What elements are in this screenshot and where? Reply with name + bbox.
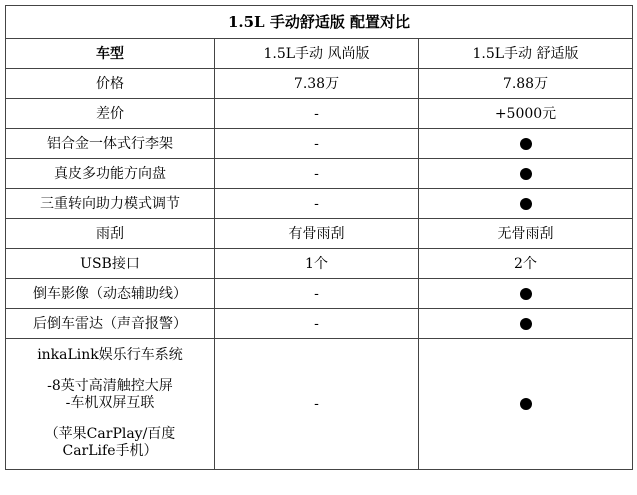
feature-line: inkaLink娱乐行车系统 xyxy=(37,347,183,363)
value-fashion: - xyxy=(215,279,419,309)
value-fashion: - xyxy=(215,159,419,189)
value-comfort xyxy=(419,279,633,309)
table-row xyxy=(6,99,633,129)
table-row xyxy=(6,249,633,279)
value-comfort xyxy=(419,129,633,159)
feature-label: 真皮多功能方向盘 xyxy=(6,159,215,189)
value-comfort xyxy=(419,159,633,189)
feature-label-multiline xyxy=(6,339,215,470)
value-fashion: 1个 xyxy=(215,249,419,279)
value-comfort: +5000元 xyxy=(419,99,633,129)
included-dot-icon xyxy=(520,168,532,180)
feature-label: 铝合金一体式行李架 xyxy=(6,129,215,159)
table-title: 1.5L 手动舒适版 配置对比 xyxy=(6,6,633,39)
config-comparison-table xyxy=(5,5,633,470)
feature-line: -车机双屏互联 xyxy=(65,395,155,411)
value-comfort xyxy=(419,339,633,470)
comparison-table-wrapper xyxy=(5,5,632,470)
value-fashion: - xyxy=(215,339,419,470)
value-fashion: - xyxy=(215,129,419,159)
value-fashion: - xyxy=(215,189,419,219)
header-row xyxy=(6,39,633,69)
included-dot-icon xyxy=(520,198,532,210)
value-comfort: 7.88万 xyxy=(419,69,633,99)
value-comfort: 2个 xyxy=(419,249,633,279)
header-model: 车型 xyxy=(6,39,215,69)
included-dot-icon xyxy=(520,138,532,150)
table-row xyxy=(6,69,633,99)
feature-line: （苹果CarPlay/百度 xyxy=(44,426,176,442)
included-dot-icon xyxy=(520,318,532,330)
feature-label: 三重转向助力模式调节 xyxy=(6,189,215,219)
value-comfort xyxy=(419,189,633,219)
table-row xyxy=(6,189,633,219)
header-trim-fashion: 1.5L手动 风尚版 xyxy=(215,39,419,69)
table-row xyxy=(6,279,633,309)
included-dot-icon xyxy=(520,398,532,410)
value-fashion: - xyxy=(215,309,419,339)
header-trim-comfort: 1.5L手动 舒适版 xyxy=(419,39,633,69)
value-fashion: 7.38万 xyxy=(215,69,419,99)
feature-line: -8英寸高清触控大屏 xyxy=(47,378,173,394)
feature-label: 价格 xyxy=(6,69,215,99)
value-fashion: - xyxy=(215,99,419,129)
table-row xyxy=(6,339,633,470)
value-comfort xyxy=(419,309,633,339)
feature-label: 后倒车雷达（声音报警） xyxy=(6,309,215,339)
feature-label: USB接口 xyxy=(6,249,215,279)
feature-line: CarLife手机） xyxy=(62,443,158,459)
table-row xyxy=(6,219,633,249)
table-title-row xyxy=(6,6,633,39)
included-dot-icon xyxy=(520,288,532,300)
table-row xyxy=(6,129,633,159)
value-fashion: 有骨雨刮 xyxy=(215,219,419,249)
table-row xyxy=(6,159,633,189)
feature-label: 倒车影像（动态辅助线） xyxy=(6,279,215,309)
value-comfort: 无骨雨刮 xyxy=(419,219,633,249)
table-row xyxy=(6,309,633,339)
feature-label: 雨刮 xyxy=(6,219,215,249)
feature-label: 差价 xyxy=(6,99,215,129)
